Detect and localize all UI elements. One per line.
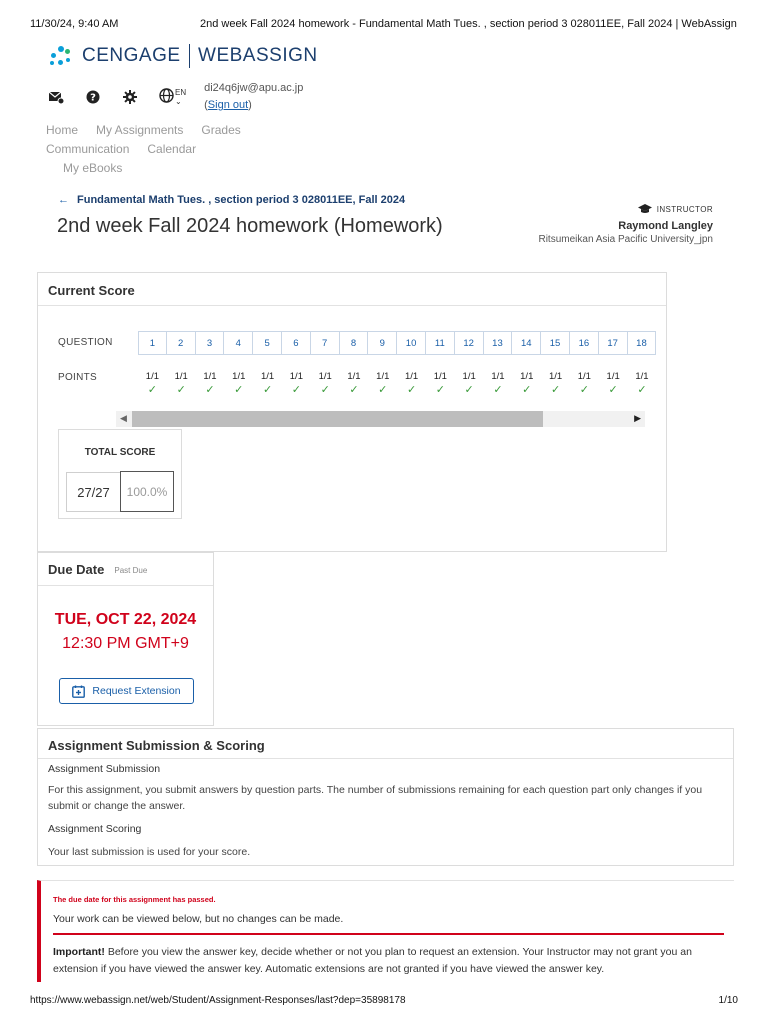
checkmark-icon: ✓: [493, 384, 503, 396]
scroll-left-icon[interactable]: ◀: [120, 413, 127, 423]
points-cell: [167, 371, 196, 396]
points-cell: [196, 371, 225, 396]
question-link[interactable]: 17: [599, 331, 628, 355]
notice-text: Your work can be viewed below, but no changes can be made.: [53, 913, 344, 925]
question-link[interactable]: 4: [224, 331, 253, 355]
instructor-info: [538, 204, 713, 245]
question-link[interactable]: 8: [340, 331, 369, 355]
points-value: 1/1: [433, 371, 447, 382]
checkmark-icon: ✓: [406, 384, 417, 396]
nav-grades[interactable]: Grades: [201, 123, 241, 137]
scoring-heading: Assignment Scoring: [48, 823, 142, 835]
past-due-notice: [37, 880, 734, 982]
points-value: 1/1: [289, 371, 303, 382]
points-cell: [397, 371, 426, 396]
question-link[interactable]: 1: [138, 331, 167, 355]
language-code: EN: [175, 88, 187, 97]
account-info: [204, 80, 303, 114]
points-value: 1/1: [462, 371, 476, 382]
points-cell: [541, 371, 570, 396]
current-score-panel: [37, 272, 667, 552]
points-value: 1/1: [577, 371, 591, 382]
print-timestamp: 11/30/24, 9:40 AM: [30, 18, 119, 30]
checkmark-icon: ✓: [320, 384, 330, 396]
arrow-left-icon: ←: [58, 194, 69, 206]
points-cell: [253, 371, 282, 396]
language-globe-icon: [159, 88, 174, 103]
points-value: 1/1: [260, 371, 275, 382]
question-cells: [138, 331, 656, 355]
points-value: 1/1: [347, 371, 361, 382]
graduation-cap-icon: [638, 204, 652, 214]
notice-title: The due date for this assignment has passed.: [53, 895, 216, 904]
points-cell: [224, 371, 253, 396]
messages-icon[interactable]: [48, 89, 64, 105]
points-value: 1/1: [376, 371, 390, 382]
points-value: 1/1: [404, 371, 419, 382]
total-score-box: [58, 429, 182, 519]
instructor-name: Raymond Langley: [618, 220, 713, 232]
checkmark-icon: ✓: [637, 384, 647, 396]
settings-icon[interactable]: [122, 89, 138, 105]
checkmark-icon: ✓: [176, 384, 186, 396]
points-value: 1/1: [232, 371, 246, 382]
print-url: https://www.webassign.net/web/Student/Assignment-Responses/last?dep=35898178: [30, 995, 406, 1006]
scoring-text: Your last submission is used for your score.: [48, 846, 251, 858]
utility-bar: [48, 82, 303, 112]
course-back-link[interactable]: [58, 194, 405, 206]
nav-communication[interactable]: Communication: [46, 142, 130, 156]
question-link[interactable]: 16: [570, 331, 599, 355]
panel-divider: [38, 305, 666, 306]
points-cell: [311, 371, 340, 396]
question-link[interactable]: 2: [167, 331, 196, 355]
question-row-label: QUESTION: [58, 337, 113, 348]
instructor-university: Ritsumeikan Asia Pacific University_jpn: [538, 234, 713, 245]
checkmark-icon: ✓: [550, 384, 561, 396]
points-cell: [426, 371, 455, 396]
request-extension-button[interactable]: [59, 678, 194, 704]
question-link[interactable]: 15: [541, 331, 570, 355]
page-title: 2nd week Fall 2024 homework (Homework): [57, 215, 443, 237]
sign-out-paren-open: (: [204, 99, 208, 111]
panel-divider: [38, 758, 733, 759]
points-row-label: POINTS: [58, 372, 98, 383]
due-date-value: TUE, OCT 22, 2024: [54, 611, 197, 628]
submission-heading: Assignment Submission: [48, 763, 161, 775]
points-cell: [599, 371, 628, 396]
sign-out-paren-close: ): [248, 99, 252, 111]
checkmark-icon: ✓: [205, 384, 215, 396]
scrollbar-thumb[interactable]: [132, 411, 543, 427]
nav-home[interactable]: Home: [46, 123, 79, 137]
total-score-percent: 100.0%: [120, 471, 174, 512]
request-extension-label: Request Extension: [92, 685, 181, 697]
svg-text:?: ?: [90, 92, 96, 104]
checkmark-icon: ✓: [579, 384, 589, 396]
points-value: 1/1: [174, 371, 188, 382]
checkmark-icon: ✓: [291, 384, 301, 396]
points-cells: [138, 371, 656, 396]
points-value: 1/1: [145, 371, 159, 382]
panel-divider: [38, 585, 213, 586]
user-email: di24q6jw@apu.ac.jp: [204, 82, 304, 94]
due-time-value: 12:30 PM GMT+9: [62, 635, 189, 652]
nav-my-assignments[interactable]: My Assignments: [96, 123, 184, 137]
nav-my-ebooks[interactable]: My eBooks: [63, 161, 123, 175]
submission-scoring-panel: [37, 728, 734, 866]
points-cell: [484, 371, 513, 396]
question-link[interactable]: 11: [426, 331, 455, 355]
question-link[interactable]: 5: [253, 331, 282, 355]
question-link[interactable]: 14: [512, 331, 541, 355]
due-date-title: Due Date: [48, 561, 105, 577]
past-due-badge: Past Due: [114, 565, 148, 575]
total-score-fraction: 27/27: [66, 472, 121, 512]
checkmark-icon: ✓: [435, 384, 445, 396]
current-score-title: Current Score: [48, 283, 135, 298]
checkmark-icon: ✓: [234, 384, 244, 396]
points-value: 1/1: [203, 371, 217, 382]
points-cell: [512, 371, 541, 396]
language-selector[interactable]: [159, 88, 186, 106]
checkmark-icon: ✓: [378, 384, 388, 396]
brand-webassign: WEBASSIGN: [198, 45, 318, 66]
checkmark-icon: ✓: [464, 384, 474, 396]
checkmark-icon: ✓: [349, 384, 359, 396]
print-page-title: 2nd week Fall 2024 homework - Fundamental Math Tues. , section period 3 028011EE, Fall 2024 | WebAssign: [200, 18, 737, 30]
chevron-down-icon: ⌄: [175, 97, 182, 106]
important-text: Before you view the answer key, decide whether or not you plan to request an extension. Your Instructor may not grant you an extension if you have viewed the answer key. Automatic extensions are not granted if you have viewed the answer key.: [53, 946, 692, 975]
notice-important: [53, 944, 722, 978]
calendar-plus-icon: [72, 685, 85, 698]
points-value: 1/1: [318, 371, 332, 382]
points-cell: [138, 371, 167, 396]
cengage-webassign-logo[interactable]: [48, 42, 318, 70]
due-date-panel: [37, 552, 214, 726]
points-value: 1/1: [548, 371, 563, 382]
due-date-header: [38, 553, 213, 585]
horizontal-scrollbar[interactable]: [116, 411, 645, 427]
scroll-right-icon[interactable]: ▶: [634, 413, 641, 423]
brand-cengage: CENGAGE: [82, 45, 181, 66]
checkmark-icon: ✓: [522, 384, 532, 396]
points-value: 1/1: [491, 371, 505, 382]
checkmark-icon: ✓: [147, 384, 157, 396]
question-link[interactable]: 13: [484, 331, 513, 355]
checkmark-icon: ✓: [262, 384, 273, 396]
points-value: 1/1: [520, 371, 534, 382]
checkmark-icon: ✓: [608, 384, 618, 396]
points-value: 1/1: [635, 371, 649, 382]
question-link[interactable]: 18: [628, 331, 657, 355]
question-link[interactable]: 7: [311, 331, 340, 355]
question-link[interactable]: 12: [455, 331, 484, 355]
cengage-logo-icon: [48, 43, 74, 69]
submission-scoring-title: Assignment Submission & Scoring: [48, 738, 265, 753]
instructor-role: [538, 204, 713, 214]
points-value: 1/1: [606, 371, 620, 382]
question-link[interactable]: 10: [397, 331, 426, 355]
total-score-label: TOTAL SCORE: [84, 447, 156, 458]
question-link[interactable]: 3: [196, 331, 225, 355]
points-cell: [570, 371, 599, 396]
sign-out-link[interactable]: Sign out: [207, 99, 249, 111]
points-cell: [455, 371, 484, 396]
submission-text: For this assignment, you submit answers by question parts. The number of submissions remaining for each question part only changes if you submit or change the answer.: [48, 784, 703, 812]
print-page-number: 1/10: [718, 995, 738, 1006]
question-link[interactable]: 9: [368, 331, 397, 355]
notice-divider: [53, 933, 724, 935]
main-nav: [46, 121, 259, 178]
nav-calendar[interactable]: Calendar: [147, 142, 197, 156]
points-cell: [368, 371, 397, 396]
important-label: Important!: [53, 946, 105, 958]
logo-divider: [189, 44, 191, 68]
points-cell: [628, 371, 657, 396]
help-icon[interactable]: [85, 89, 101, 105]
points-cell: [282, 371, 311, 396]
question-link[interactable]: 6: [282, 331, 311, 355]
points-cell: [340, 371, 369, 396]
course-link-label: Fundamental Math Tues. , section period 3 028011EE, Fall 2024: [77, 194, 406, 206]
instructor-role-label: INSTRUCTOR: [656, 204, 713, 214]
